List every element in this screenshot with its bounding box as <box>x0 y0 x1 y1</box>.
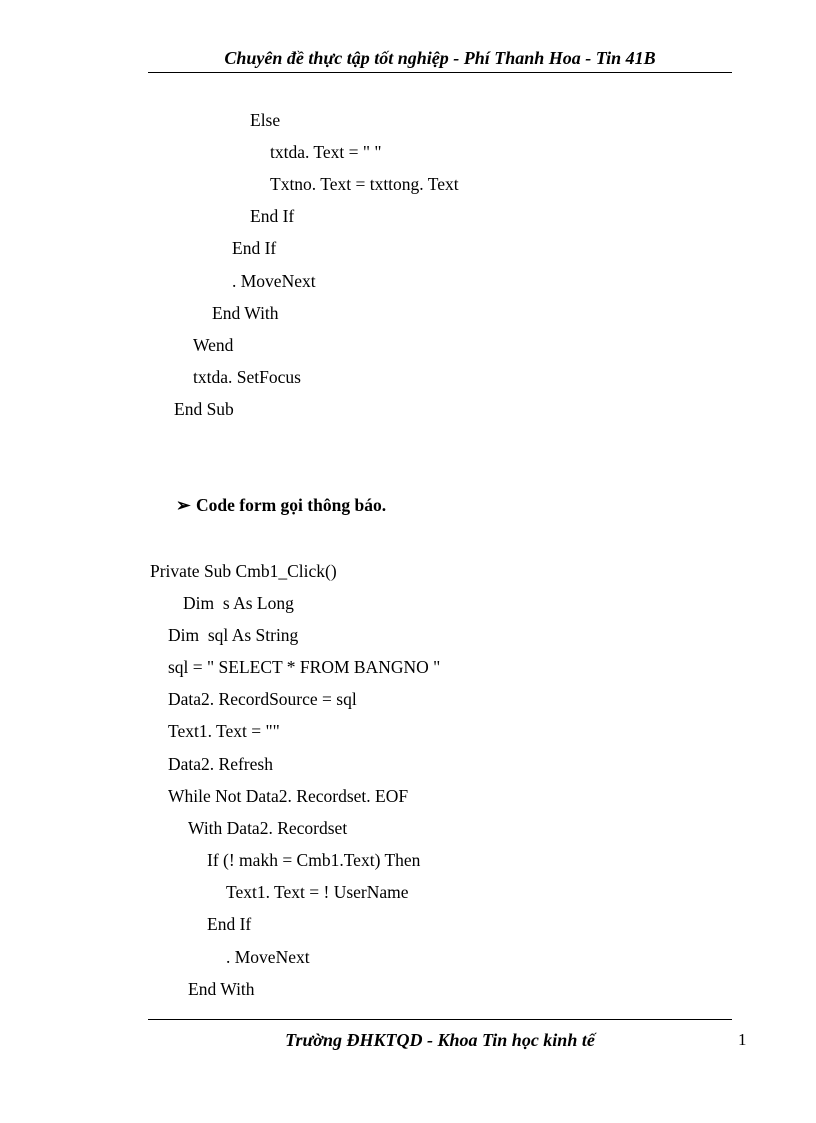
section-heading <box>176 495 386 515</box>
code-line: Txtno. Text = txttong. Text <box>270 174 459 194</box>
code-line: Data2. RecordSource = sql <box>168 689 357 709</box>
page-footer-text: Trường ĐHKTQD - Khoa Tin học kinh tế <box>285 1030 595 1050</box>
code-line: Private Sub Cmb1_Click() <box>150 561 337 581</box>
code-line: Else <box>250 110 281 130</box>
code-line: . MoveNext <box>226 947 310 967</box>
section-heading-text: Code form gọi thông báo. <box>196 495 387 515</box>
page-header-title: Chuyên đề thực tập tốt nghiệp - Phí Thanh Hoa - Tin 41B <box>224 48 656 68</box>
code-line: Data2. Refresh <box>168 754 273 774</box>
code-line: End If <box>207 914 252 934</box>
code-line: Text1. Text = ! UserName <box>226 882 409 902</box>
code-line: Text1. Text = "" <box>168 721 280 741</box>
code-line: End With <box>212 303 279 323</box>
code-line: End Sub <box>174 399 234 419</box>
code-line: If (! makh = Cmb1.Text) Then <box>207 850 421 870</box>
code-line: Dim s As Long <box>183 593 294 613</box>
arrow-bullet-icon: ➢ <box>176 495 191 515</box>
code-line: txtda. SetFocus <box>193 367 301 387</box>
code-line: While Not Data2. Recordset. EOF <box>168 786 409 806</box>
code-line: txtda. Text = " " <box>270 142 382 162</box>
code-line: End If <box>232 238 277 258</box>
code-line: End If <box>250 206 295 226</box>
code-line: With Data2. Recordset <box>188 818 348 838</box>
code-line: End With <box>188 979 255 999</box>
code-line: Dim sql As String <box>168 625 299 645</box>
footer-divider <box>148 1019 732 1020</box>
header-divider <box>148 72 732 73</box>
code-line: . MoveNext <box>232 271 316 291</box>
code-line: sql = " SELECT * FROM BANGNO " <box>168 657 441 677</box>
page-number: 1 <box>738 1030 747 1049</box>
code-line: Wend <box>193 335 234 355</box>
